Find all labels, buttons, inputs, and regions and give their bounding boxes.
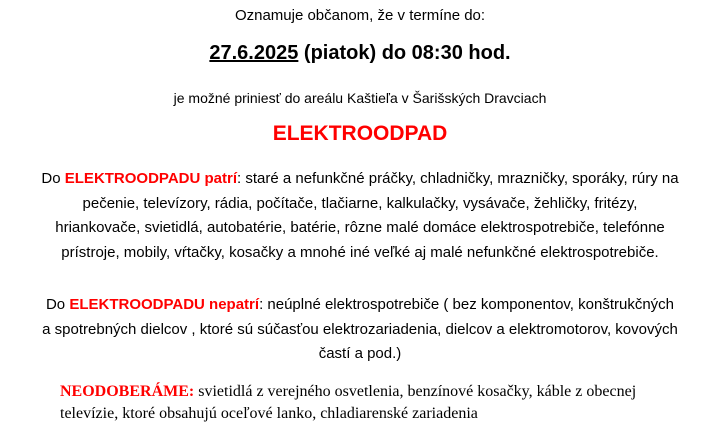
accepted-keyword: ELEKTROODPADU bbox=[64, 170, 201, 187]
headline: ELEKTROODPAD bbox=[272, 122, 448, 145]
not-accepted-text: svietidlá z verejného osvetlenia, benzínové kosačky, káble z obecnej televízie, ktoré obsahujú oceľové lanko, chladiarenské zariadenia bbox=[60, 383, 637, 422]
deadline bbox=[0, 42, 720, 65]
accepted-text: : staré a nefunkčné práčky, chladničky, mrazničky, sporáky, rúry na pečenie, televízory, rádia, počítače, tlačiarne, kalkulačky, vysávače, žehličky, fritézy, hriankovače, svietidlá, autobatérie, batérie, rôzne malé domáce elektrospotrebiče, telefónne prístroje, mobily, vŕtačky, kosačky a mnohé iné veľké aj malé nefunkčné elektrospotrebiče. bbox=[55, 170, 679, 261]
rejected-lead: Do bbox=[45, 296, 66, 313]
not-accepted-paragraph bbox=[60, 381, 670, 425]
rejected-text: : neúplné elektrospotrebiče ( bez komponentov, konštrukčných a spotrebných dielcov , ktoré sú súčasťou elektrozariadenia, dielcov a elektromotorov, kovových častí a pod.) bbox=[42, 296, 678, 362]
location-text: je možné priniesť do areálu Kaštieľa v Šarišských Dravciach bbox=[173, 90, 547, 106]
announcement-text: Oznamuje občanom, že v termíne do: bbox=[234, 7, 486, 24]
rejected-verb: nepatrí bbox=[209, 296, 260, 313]
deadline-date: 27.6.2025 bbox=[209, 42, 299, 64]
rejected-paragraph bbox=[40, 293, 680, 367]
accepted-verb: patrí bbox=[204, 170, 238, 187]
accepted-lead: Do bbox=[41, 170, 61, 187]
rejected-keyword: ELEKTROODPADU bbox=[69, 296, 205, 313]
accepted-paragraph bbox=[40, 167, 680, 265]
deadline-time: (piatok) do 08:30 hod. bbox=[303, 42, 511, 64]
not-accepted-label: NEODOBERÁME: bbox=[60, 383, 195, 400]
